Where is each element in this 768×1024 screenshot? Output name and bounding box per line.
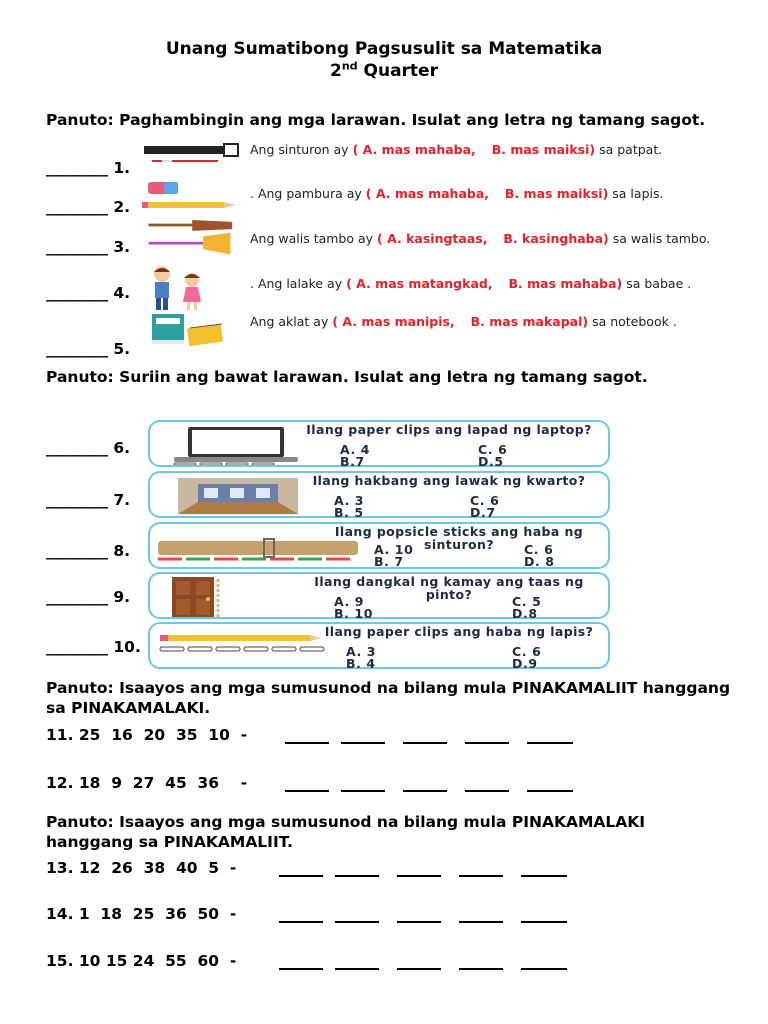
answer-line-12-2[interactable] (341, 776, 385, 792)
part1-pre-1: Ang sinturon ay (250, 142, 353, 157)
option-d-9: D.8 (512, 606, 538, 621)
answer-blank-2[interactable]: ________ 2. (46, 198, 131, 216)
part1-row-2 (140, 180, 724, 220)
answer-line-13-2[interactable] (335, 861, 379, 877)
answer-blank-4[interactable]: ________ 4. (46, 284, 131, 302)
sequence-item-14: 14. 1 18 25 36 50 - (46, 905, 237, 923)
answer-line-11-3[interactable] (403, 728, 447, 744)
part1-option-a-2: ( A. mas mahaba, (365, 186, 490, 201)
question-text-7: Ilang hakbang ang lawak ng kwarto? (312, 473, 586, 488)
option-d-10: D.9 (512, 656, 538, 671)
part1-option-a-3: ( A. kasingtaas, (377, 231, 488, 246)
part1-post-1: sa patpat. (595, 142, 663, 157)
part1-post-2: sa lapis. (608, 186, 664, 201)
option-c-10: C. 6 (512, 644, 542, 659)
answer-blank-10[interactable]: ________ 10. (46, 638, 141, 656)
answer-blank-6[interactable]: ________ 6. (46, 439, 131, 457)
answer-line-14-1[interactable] (279, 907, 323, 923)
book-notebook-icon (142, 312, 246, 348)
option-c-9: C. 5 (512, 594, 542, 609)
option-a-9: A. 9 (334, 594, 365, 609)
question-text-9: Ilang dangkal ng kamay ang taas ng pinto? (314, 574, 584, 602)
part1-option-a-5: ( A. mas manipis, (332, 314, 455, 329)
part1-pre-2: . Ang pambura ay (250, 186, 366, 201)
part1-instruction: Panuto: Paghambingin ang mga larawan. Isulat ang letra ng tamang sagot. (46, 111, 706, 129)
option-a-8: A. 10 (374, 542, 414, 557)
part1-option-b-3: B. kasinghaba) (503, 231, 609, 246)
answer-line-11-1[interactable] (285, 728, 329, 744)
part1-row-4 (140, 264, 724, 312)
answer-line-14-3[interactable] (397, 907, 441, 923)
eraser-pencil-icon (142, 180, 246, 220)
part1-option-b-2: B. mas maiksi) (504, 186, 609, 201)
answer-line-11-2[interactable] (341, 728, 385, 744)
part1-post-4: sa babae . (622, 276, 692, 291)
option-c-8: C. 6 (524, 542, 554, 557)
quarter-suffix: nd (341, 59, 358, 73)
option-a-6: A. 4 (340, 442, 371, 457)
answer-line-15-1[interactable] (279, 954, 323, 970)
answer-blank-7[interactable]: ________ 7. (46, 491, 131, 509)
answer-line-13-4[interactable] (459, 861, 503, 877)
part3-instruction: Panuto: Isaayos ang mga sumusunod na bilang mula PINAKAMALIIT hanggang sa PINAKAMALAKI. (46, 679, 731, 717)
answer-blank-5[interactable]: ________ 5. (46, 340, 131, 358)
option-d-6: D.5 (478, 454, 504, 469)
part1-text-3 (250, 231, 720, 247)
part1-row-3 (140, 220, 724, 264)
question-box-7 (148, 471, 610, 518)
answer-line-15-2[interactable] (335, 954, 379, 970)
part1-option-a-1: ( A. mas mahaba, (352, 142, 476, 157)
option-c-7: C. 6 (470, 493, 500, 508)
answer-line-14-5[interactable] (521, 907, 567, 923)
part1-post-5: sa notebook . (588, 314, 677, 329)
answer-line-12-3[interactable] (403, 776, 447, 792)
answer-blank-1[interactable]: ________ 1. (46, 159, 131, 177)
option-d-8: D. 8 (524, 554, 555, 569)
sequence-item-13: 13. 12 26 38 40 5 - (46, 859, 237, 877)
sequence-item-12: 12. 18 9 27 45 36 - (46, 774, 248, 792)
answer-line-11-5[interactable] (527, 728, 573, 744)
answer-line-15-3[interactable] (397, 954, 441, 970)
quarter-word: Quarter (357, 61, 438, 81)
boy-girl-icon (142, 264, 246, 312)
belt-icon (142, 140, 246, 180)
part1-image-panel (140, 140, 724, 350)
option-b-10: B. 4 (346, 656, 376, 671)
part1-option-b-5: B. mas makapal) (470, 314, 589, 329)
answer-line-15-5[interactable] (521, 954, 567, 970)
answer-line-13-1[interactable] (279, 861, 323, 877)
question-text-10: Ilang paper clips ang haba ng lapis? (324, 624, 594, 639)
question-box-10 (148, 622, 610, 669)
part1-row-1 (140, 140, 724, 180)
question-box-9 (148, 572, 610, 619)
option-b-9: B. 10 (334, 606, 374, 621)
part4-instruction: Panuto: Isaayos ang mga sumusunod na bilang mula PINAKAMALAKI hanggang sa PINAKAMALIIT. (46, 813, 646, 851)
answer-line-14-2[interactable] (335, 907, 379, 923)
answer-line-12-4[interactable] (465, 776, 509, 792)
part1-option-b-1: B. mas maiksi) (491, 142, 596, 157)
part1-pre-5: Ang aklat ay (250, 314, 333, 329)
answer-blank-9[interactable]: ________ 9. (46, 588, 131, 606)
part1-row-5 (140, 312, 724, 348)
question-box-8 (148, 522, 610, 569)
answer-line-13-5[interactable] (521, 861, 567, 877)
part1-post-3: sa walis tambo. (608, 231, 711, 246)
part1-pre-4: . Ang lalake ay (250, 276, 347, 291)
option-a-10: A. 3 (346, 644, 377, 659)
answer-line-12-5[interactable] (527, 776, 573, 792)
answer-line-11-4[interactable] (465, 728, 509, 744)
option-b-8: B. 7 (374, 554, 404, 569)
part1-option-b-4: B. mas mahaba) (508, 276, 623, 291)
answer-line-13-3[interactable] (397, 861, 441, 877)
sequence-item-15: 15. 10 15 24 55 60 - (46, 952, 237, 970)
answer-blank-3[interactable]: ________ 3. (46, 238, 131, 256)
answer-blank-8[interactable]: ________ 8. (46, 542, 131, 560)
quarter-subtitle (0, 61, 768, 81)
question-text-8: Ilang popsicle sticks ang haba ng sinturon? (334, 524, 584, 552)
question-box-6 (148, 420, 610, 467)
question-text-6: Ilang paper clips ang lapad ng laptop? (306, 422, 592, 437)
page-title: Unang Sumatibong Pagsusulit sa Matematika (165, 39, 603, 59)
answer-line-12-1[interactable] (285, 776, 329, 792)
part1-text-2 (250, 186, 720, 202)
part1-option-a-4: ( A. mas matangkad, (346, 276, 493, 291)
part1-text-4 (250, 276, 720, 292)
option-b-6: B.7 (340, 454, 365, 469)
answer-line-15-4[interactable] (459, 954, 503, 970)
option-c-6: C. 6 (478, 442, 508, 457)
broom-icon (142, 220, 246, 260)
part2-instruction: Panuto: Suriin ang bawat larawan. Isulat ang letra ng tamang sagot. (46, 368, 648, 386)
part1-pre-3: Ang walis tambo ay (250, 231, 378, 246)
part1-text-5 (250, 314, 720, 330)
quarter-number: 2 (330, 61, 342, 81)
sequence-item-11: 11. 25 16 20 35 10 - (46, 726, 248, 744)
answer-line-14-4[interactable] (459, 907, 503, 923)
part1-text-1 (250, 142, 720, 158)
option-b-7: B. 5 (334, 505, 364, 520)
option-a-7: A. 3 (334, 493, 365, 508)
option-d-7: D.7 (470, 505, 496, 520)
